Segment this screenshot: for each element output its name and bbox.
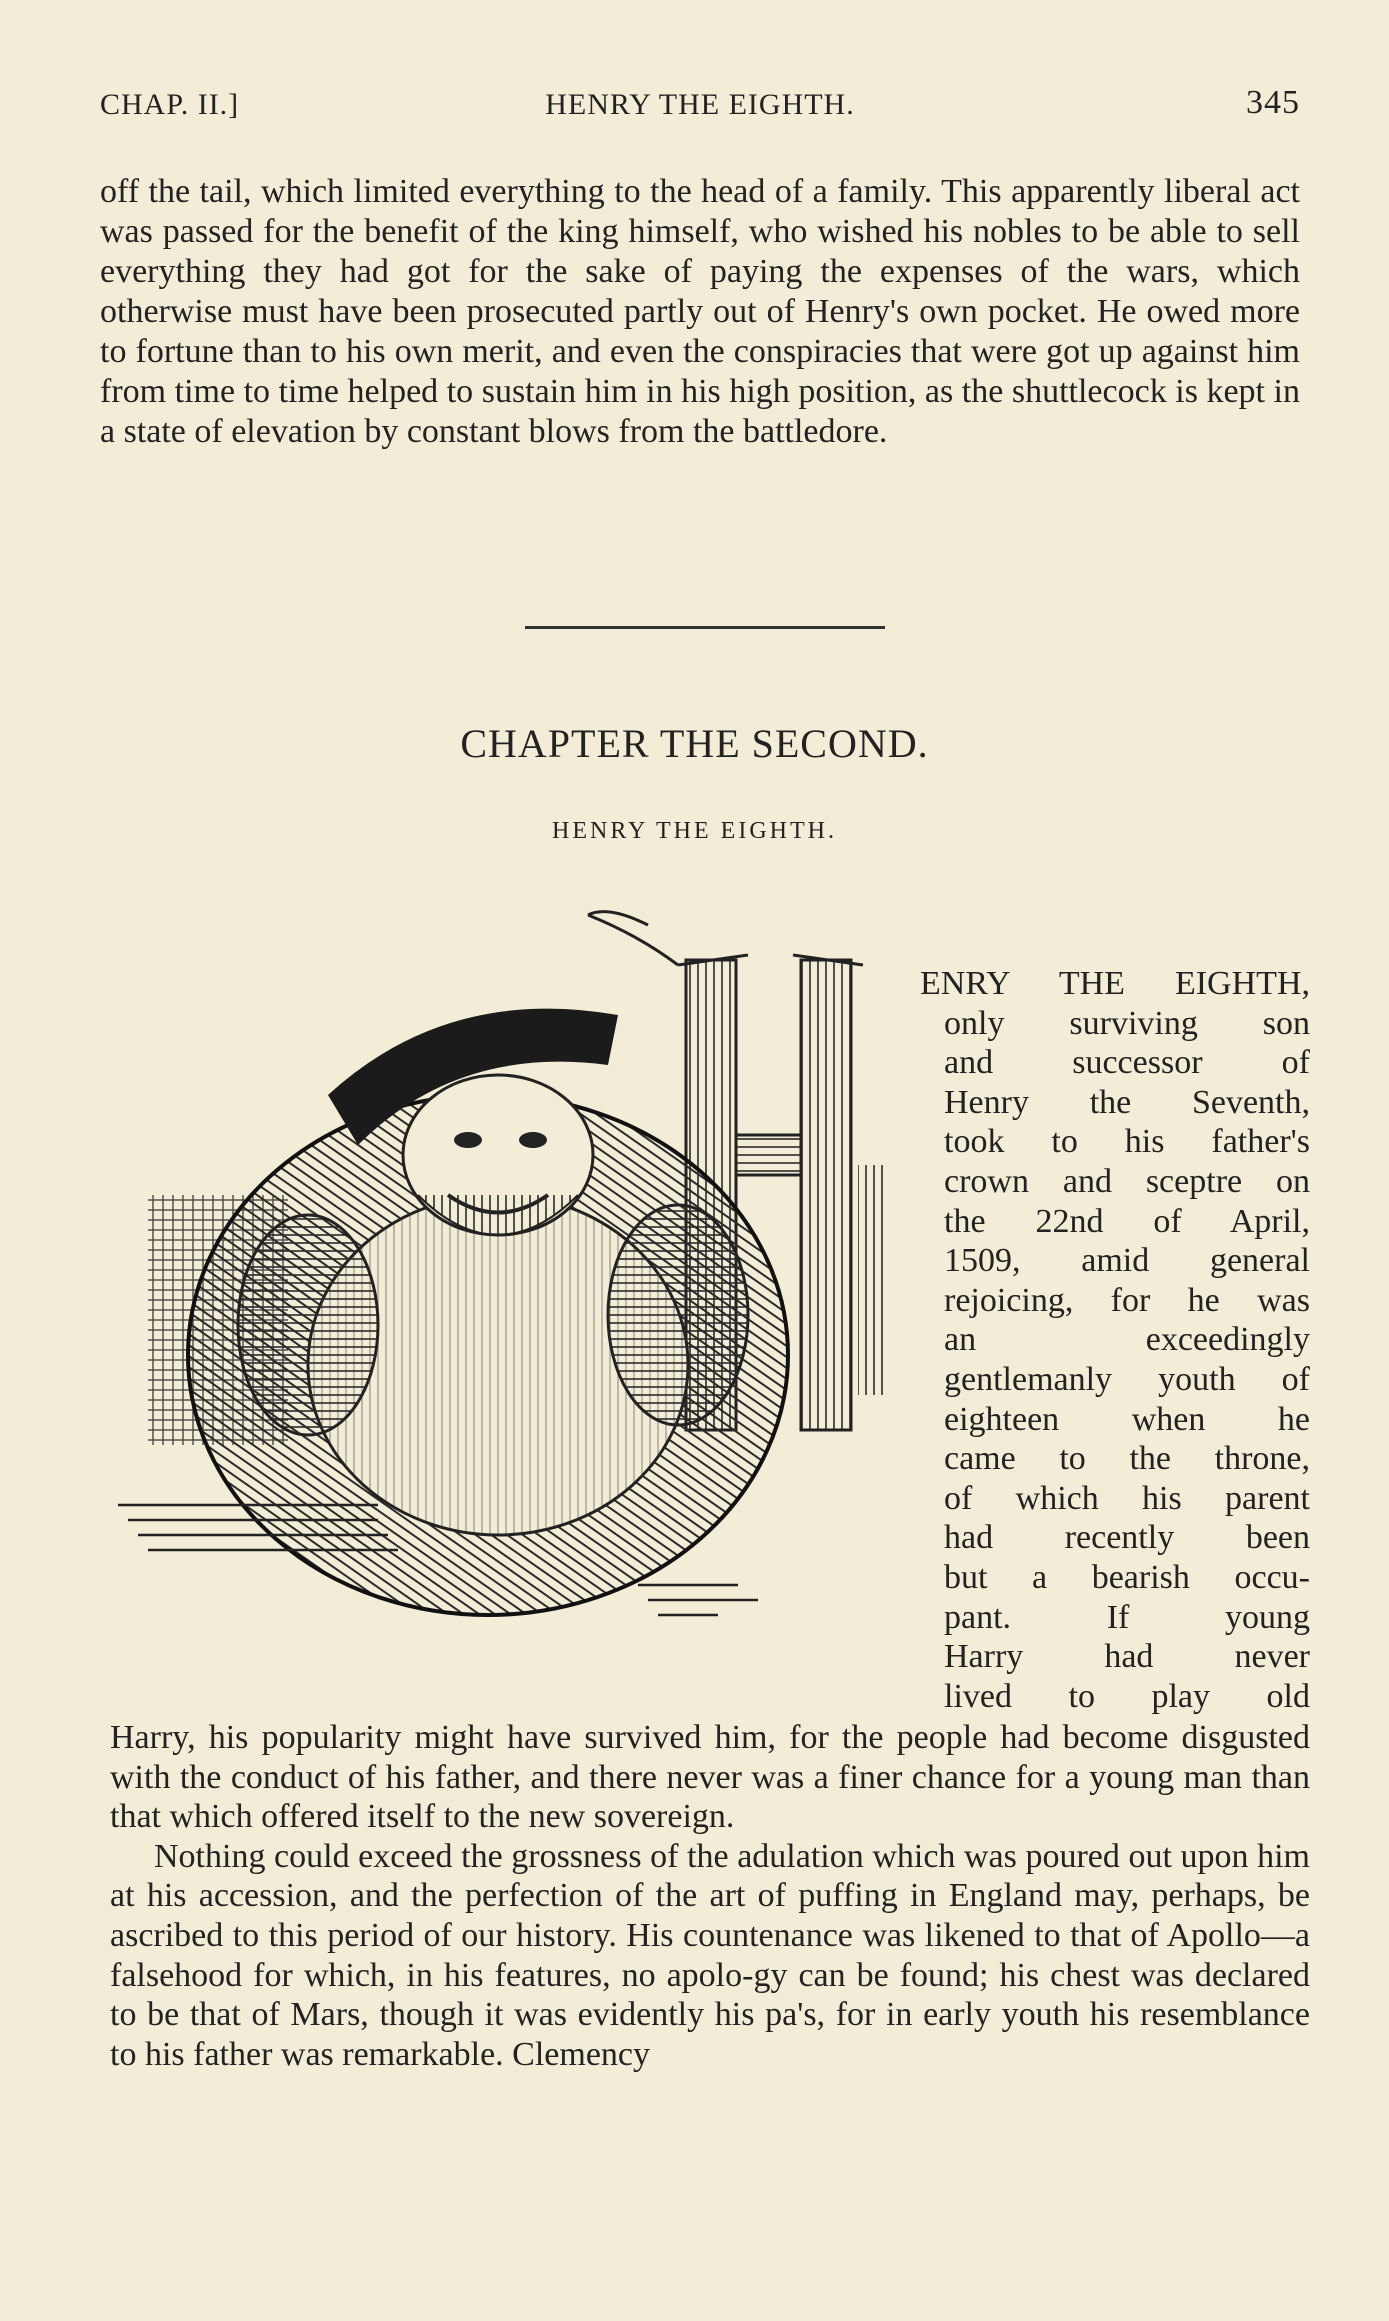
text-line: eighteen when he (944, 1400, 1310, 1438)
text-line: took to his father's (944, 1123, 1310, 1161)
side-column-text (920, 964, 1310, 1716)
text-line: 1509, amid general (944, 1242, 1310, 1280)
chapter-heading: CHAPTER THE SECOND. (460, 721, 929, 766)
text-line: rejoicing, for he was (944, 1281, 1310, 1319)
text-line: Harry had never (944, 1638, 1310, 1676)
text-line: ENRY THE EIGHTH, (920, 965, 1310, 1002)
text-line: gentlemanly youth of (944, 1360, 1310, 1398)
text-line: only surviving son (944, 1004, 1310, 1042)
chapter-subtitle: HENRY THE EIGHTH. (552, 818, 837, 844)
text-line: pant. If young (944, 1598, 1310, 1636)
text-line: crown and sceptre on (944, 1162, 1310, 1200)
paragraph: off the tail, which limited everything to the head of a family. This apparently liberal act was passed for the benefit of the king himself, who wished his nobles to be able to sell everything they had got for the sake of paying the expenses of the wars, which otherwise must have been prosecuted partly out of Henry's own pocket. He owed more to fortune than to his own merit, and even the conspiracies that were got up against him from time to time helped to sustain him in his high position, as the shuttlecock is kept in a state of elevation by constant blows from the battledore. (100, 173, 1300, 450)
text-line: came to the throne, (944, 1440, 1310, 1478)
body-text-top (100, 172, 1300, 452)
section-divider (525, 626, 885, 629)
running-title: HENRY THE EIGHTH. (545, 88, 855, 121)
henry-caricature-illustration (118, 895, 908, 1690)
text-line: had recently been (944, 1519, 1310, 1557)
chapter-label: CHAP. II.] (100, 88, 240, 121)
text-line: the 22nd of April, (944, 1202, 1310, 1240)
text-line: but a bearish occu- (944, 1558, 1310, 1596)
page-number: 345 (1246, 84, 1300, 121)
paragraph: Harry, his popularity might have survived him, for the people had become disgusted with the conduct of his father, and there never was a finer chance for a young man than that which offered itself to the new sovereign. (110, 1719, 1310, 1836)
text-line: lived to play old (944, 1677, 1310, 1715)
text-line: and successor of (944, 1044, 1310, 1082)
text-line: Henry the Seventh, (944, 1083, 1310, 1121)
running-header (100, 84, 1300, 138)
body-text-bottom (110, 1718, 1310, 2074)
text-line: an exceedingly (944, 1321, 1310, 1359)
paragraph: Nothing could exceed the grossness of the adulation which was poured out upon him at his accession, and the perfection of the art of puffing in England may, perhaps, be ascribed to this period of our history. His countenance was likened to that of Apollo—a falsehood for which, in his features, no apolo-gy can be found; his chest was declared to be that of Mars, though it was evidently his pa's, for in early youth his resemblance to his father was remarkable. Clemency (110, 1837, 1310, 2073)
text-line: of which his parent (944, 1479, 1310, 1517)
